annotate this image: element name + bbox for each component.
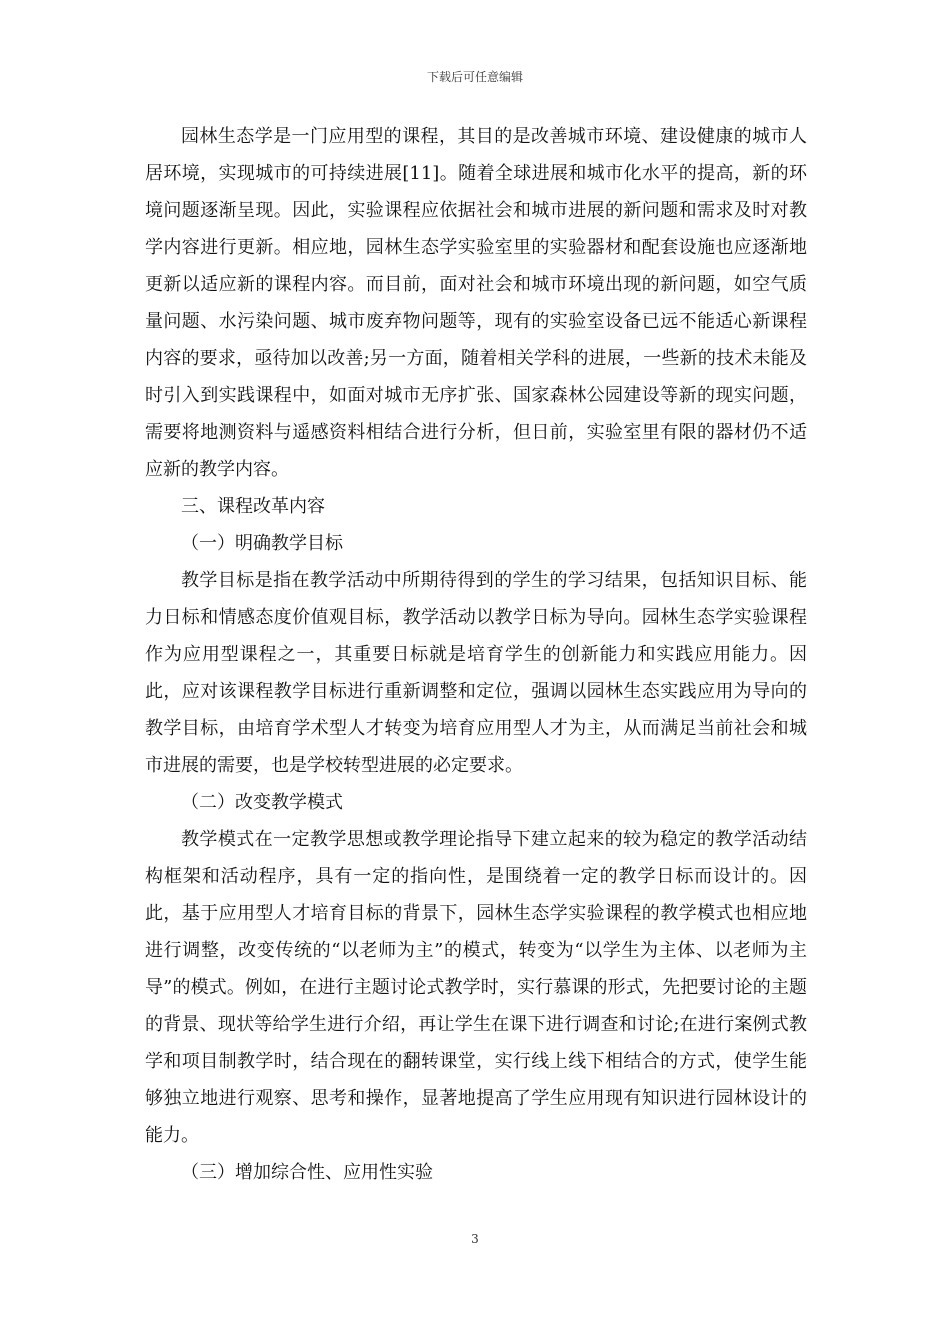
paragraph-2: 教学目标是指在教学活动中所期待得到的学生的学习结果，包括知识目标、能力日标和情感态度价值观目标，教学活动以教学日标为导向。园林生态学实验课程作为应用型课程之一，其重要日标就是培育学生的创新能力和实践应用能力。因此，应对该课程教学目标进行重新调整和定位，强调以园林生态实践应用为导向的教学目标，由培育学术型人才转变为培育应用型人才为主，从而满足当前社会和城市进展的需要，也是学校转型进展的必定要求。 [145,570,807,776]
paragraph-3: 教学模式在一定教学思想或教学理论指导下建立起来的较为稳定的教学活动结构框架和活动程序，具有一定的指向性，是围绕着一定的教学日标而设计的。因此，基于应用型人才培育目标的背景下，园林生态学实验课程的教学模式也相应地进行调整，改变传统的“以老师为主”的模式，转变为“以学生为主体、以老师为主导”的模式。例如，在进行主题讨论式教学时，实行慕课的形式，先把要讨论的主题的背景、现状等给学生进行介绍，再让学生在课下进行调查和讨论;在进行案例式教学和项目制教学时，结合现在的翻转课堂，实行线上线下相结合的方式，使学生能够独立地进行观察、思考和操作，显著地提高了学生应用现有知识进行园林设计的能力。 [145,829,807,1146]
subsection-heading-1: （一）明确教学目标 [181,533,343,554]
page-header: 下载后可任意编辑 [426,70,523,84]
paragraph-1: 园林生态学是一门应用型的课程，其目的是改善城市环境、建设健康的城市人居环境，实现城市的可持续进展[11]。随着全球进展和城市化水平的提高，新的环境问题逐渐呈现。因此，实验课程应依据社会和城市进展的新问题和需求及时对教学内容进行更新。相应地，园林生态学实验室里的实验器材和配套设施也应逐渐地更新以适应新的课程内容。而目前，面对社会和城市环境出现的新问题，如空气质量问题、水污染问题、城市废弃物问题等，现有的实验室设备已远不能适心新课程内容的要求，亟待加以改善;另一方面，随着相关学科的进展，一些新的技术未能及时引入到实践课程中，如面对城市无序扩张、国家森林公园建设等新的现实问题，需要将地测资料与遥感资料相结合进行分析，但日前，实验室里有限的器材仍不适应新的教学内容。 [145,126,807,480]
subsection-heading-3: （三）增加综合性、应用性实验 [181,1162,433,1183]
subsection-heading-2: （二）改变教学模式 [181,792,343,813]
page-number: 3 [471,1232,479,1246]
section-heading: 三、课程改革内容 [181,496,325,517]
document-body [145,118,807,1191]
